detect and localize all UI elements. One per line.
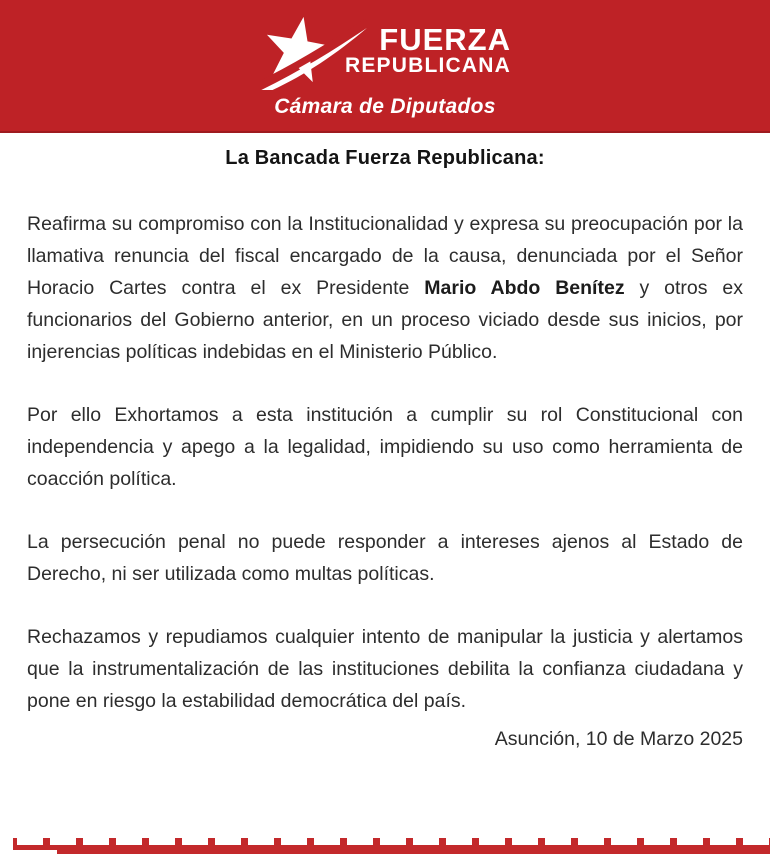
logo-subtitle: Cámara de Diputados: [274, 95, 496, 118]
footer-tabs-pattern: [13, 838, 770, 845]
dateline: Asunción, 10 de Marzo 2025: [494, 728, 743, 750]
statement-paragraph-1: [27, 208, 743, 368]
statement-paragraph-4: Rechazamos y repudiamos cualquier intento de manipular la justicia y alertamos que la instrumentalización de las instituciones debilita la confianza ciudadana y pone en riesgo la estabilidad democrática del país.: [27, 626, 743, 712]
paragraph-1-text-after: y otros ex funcionarios del Gobierno anterior, en un proceso viciado desde sus inicios, por injerencias políticas indebidas en el Ministerio Público.: [27, 277, 744, 363]
bold-person-name: Mario Abdo Benítez: [424, 277, 625, 299]
footer-red-bar: [13, 845, 770, 854]
party-header-banner: [0, 0, 770, 133]
statement-body: [0, 135, 770, 754]
statement-paragraph-3: La persecución penal no puede responder a intereses ajenos al Estado de Derecho, ni ser utilizada como multas políticas.: [27, 531, 743, 585]
paragraph-1-text-before: Reafirma su compromiso con la Institucionalidad y expresa su preocupación por la llamativa renuncia del fiscal encargado de la causa, denunciada por el Señor Horacio Cartes contra el ex Presidente: [27, 213, 743, 299]
logo-name-line1: FUERZA: [379, 22, 512, 58]
star-swoosh-icon: [259, 12, 367, 90]
party-logo: [259, 12, 511, 119]
statement-paragraph-2: Por ello Exhortamos a esta institución a cumplir su rol Constitucional con independencia y apego a la legalidad, impidiendo su uso como herramienta de coacción política.: [27, 404, 743, 490]
logo-name-line2: REPUBLICANA: [344, 54, 512, 78]
statement-title: La Bancada Fuerza Republicana:: [225, 147, 545, 169]
footer-decoration: [13, 838, 770, 854]
